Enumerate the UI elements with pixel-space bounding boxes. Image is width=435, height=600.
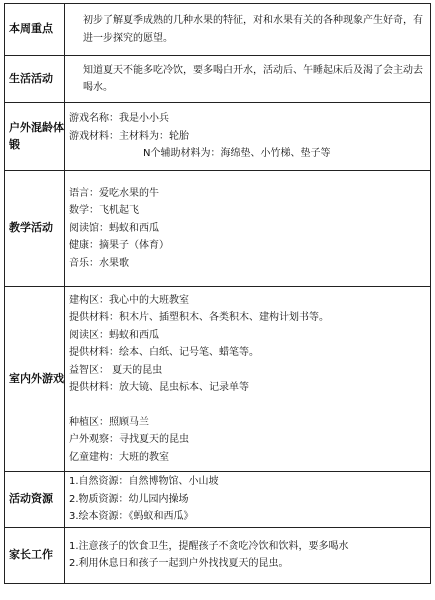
parent-work-item: 1.注意孩子的饮食卫生，提醒孩子不贪吃冷饮和饮料，要多喝水 [69, 540, 349, 552]
outdoor-aux-material: N个辅助材料为：海绵垫、小竹梯、垫子等 [143, 148, 331, 160]
blank-line [69, 397, 426, 414]
teaching-item: 数学：飞机起飞 [69, 205, 139, 217]
game-area-item: 提供材料：放大镜、昆虫标本、记录单等 [69, 382, 249, 394]
content-life-activity [65, 56, 431, 103]
content-teaching-activity [65, 171, 431, 287]
game-area-item: 亿童建构：大班的教室 [69, 451, 169, 463]
resource-item: 3.绘本资源：《蚂蚁和西瓜》 [69, 511, 194, 522]
parent-work-item: 2.利用休息日和孩子一起到户外找找夏天的昆虫。 [69, 558, 289, 569]
label-activity-resources: 活动资源 [5, 472, 65, 528]
resource-item: 2.物质资源：幼儿园内操场 [69, 493, 189, 505]
row-life-activity [5, 56, 431, 103]
row-outdoor-exercise [5, 103, 431, 171]
life-activity-text: 知道夏天不能多吃冷饮，要多喝白开水，活动后、午睡起床后及渴了会主动去喝水。 [83, 64, 423, 93]
label-indoor-outdoor-games: 室内外游戏 [5, 287, 65, 472]
row-teaching-activity [5, 171, 431, 287]
outdoor-game-name: 游戏名称：我是小小兵 [69, 113, 169, 125]
game-area-item: 提供材料：绘本、白纸、记号笔、蜡笔等。 [69, 347, 259, 359]
row-indoor-outdoor-games [5, 287, 431, 472]
outdoor-main-material: 游戏材料：主材料为：轮胎 [69, 130, 189, 142]
label-life-activity: 生活活动 [5, 56, 65, 103]
row-activity-resources [5, 472, 431, 528]
row-parent-work [5, 527, 431, 583]
teaching-item: 音乐：水果歌 [69, 257, 129, 269]
game-area-item: 种植区：照顾马兰 [69, 416, 149, 428]
weekly-focus-text: 初步了解夏季成熟的几种水果的特征，对和水果有关的各种现象产生好奇，有进一步探究的愿望。 [83, 15, 423, 44]
teaching-item: 阅读馆：蚂蚁和西瓜 [69, 222, 159, 234]
content-outdoor-exercise [65, 103, 431, 171]
label-outdoor-exercise: 户外混龄体锻 [5, 103, 65, 171]
game-area-item: 益智区： 夏天的昆虫 [69, 364, 163, 376]
game-area-item: 建构区：我心中的大班教室 [69, 294, 189, 306]
game-area-item: 阅读区：蚂蚁和西瓜 [69, 329, 159, 341]
weekly-plan-table [4, 3, 431, 584]
label-parent-work: 家长工作 [5, 527, 65, 583]
content-parent-work [65, 527, 431, 583]
row-weekly-focus [5, 4, 431, 56]
content-activity-resources [65, 472, 431, 528]
teaching-item: 健康：摘果子（体育） [69, 240, 169, 252]
game-area-item: 户外观察：寻找夏天的昆虫 [69, 434, 189, 446]
resource-item: 1.自然资源：自然博物馆、小山坡 [69, 476, 219, 487]
game-area-item: 提供材料：积木片、插塑积木、各类积木、建构计划书等。 [69, 312, 329, 324]
label-weekly-focus: 本周重点 [5, 4, 65, 56]
content-indoor-outdoor-games [65, 287, 431, 472]
teaching-item: 语言：爱吃水果的牛 [69, 187, 159, 199]
label-teaching-activity: 教学活动 [5, 171, 65, 287]
content-weekly-focus [65, 4, 431, 56]
